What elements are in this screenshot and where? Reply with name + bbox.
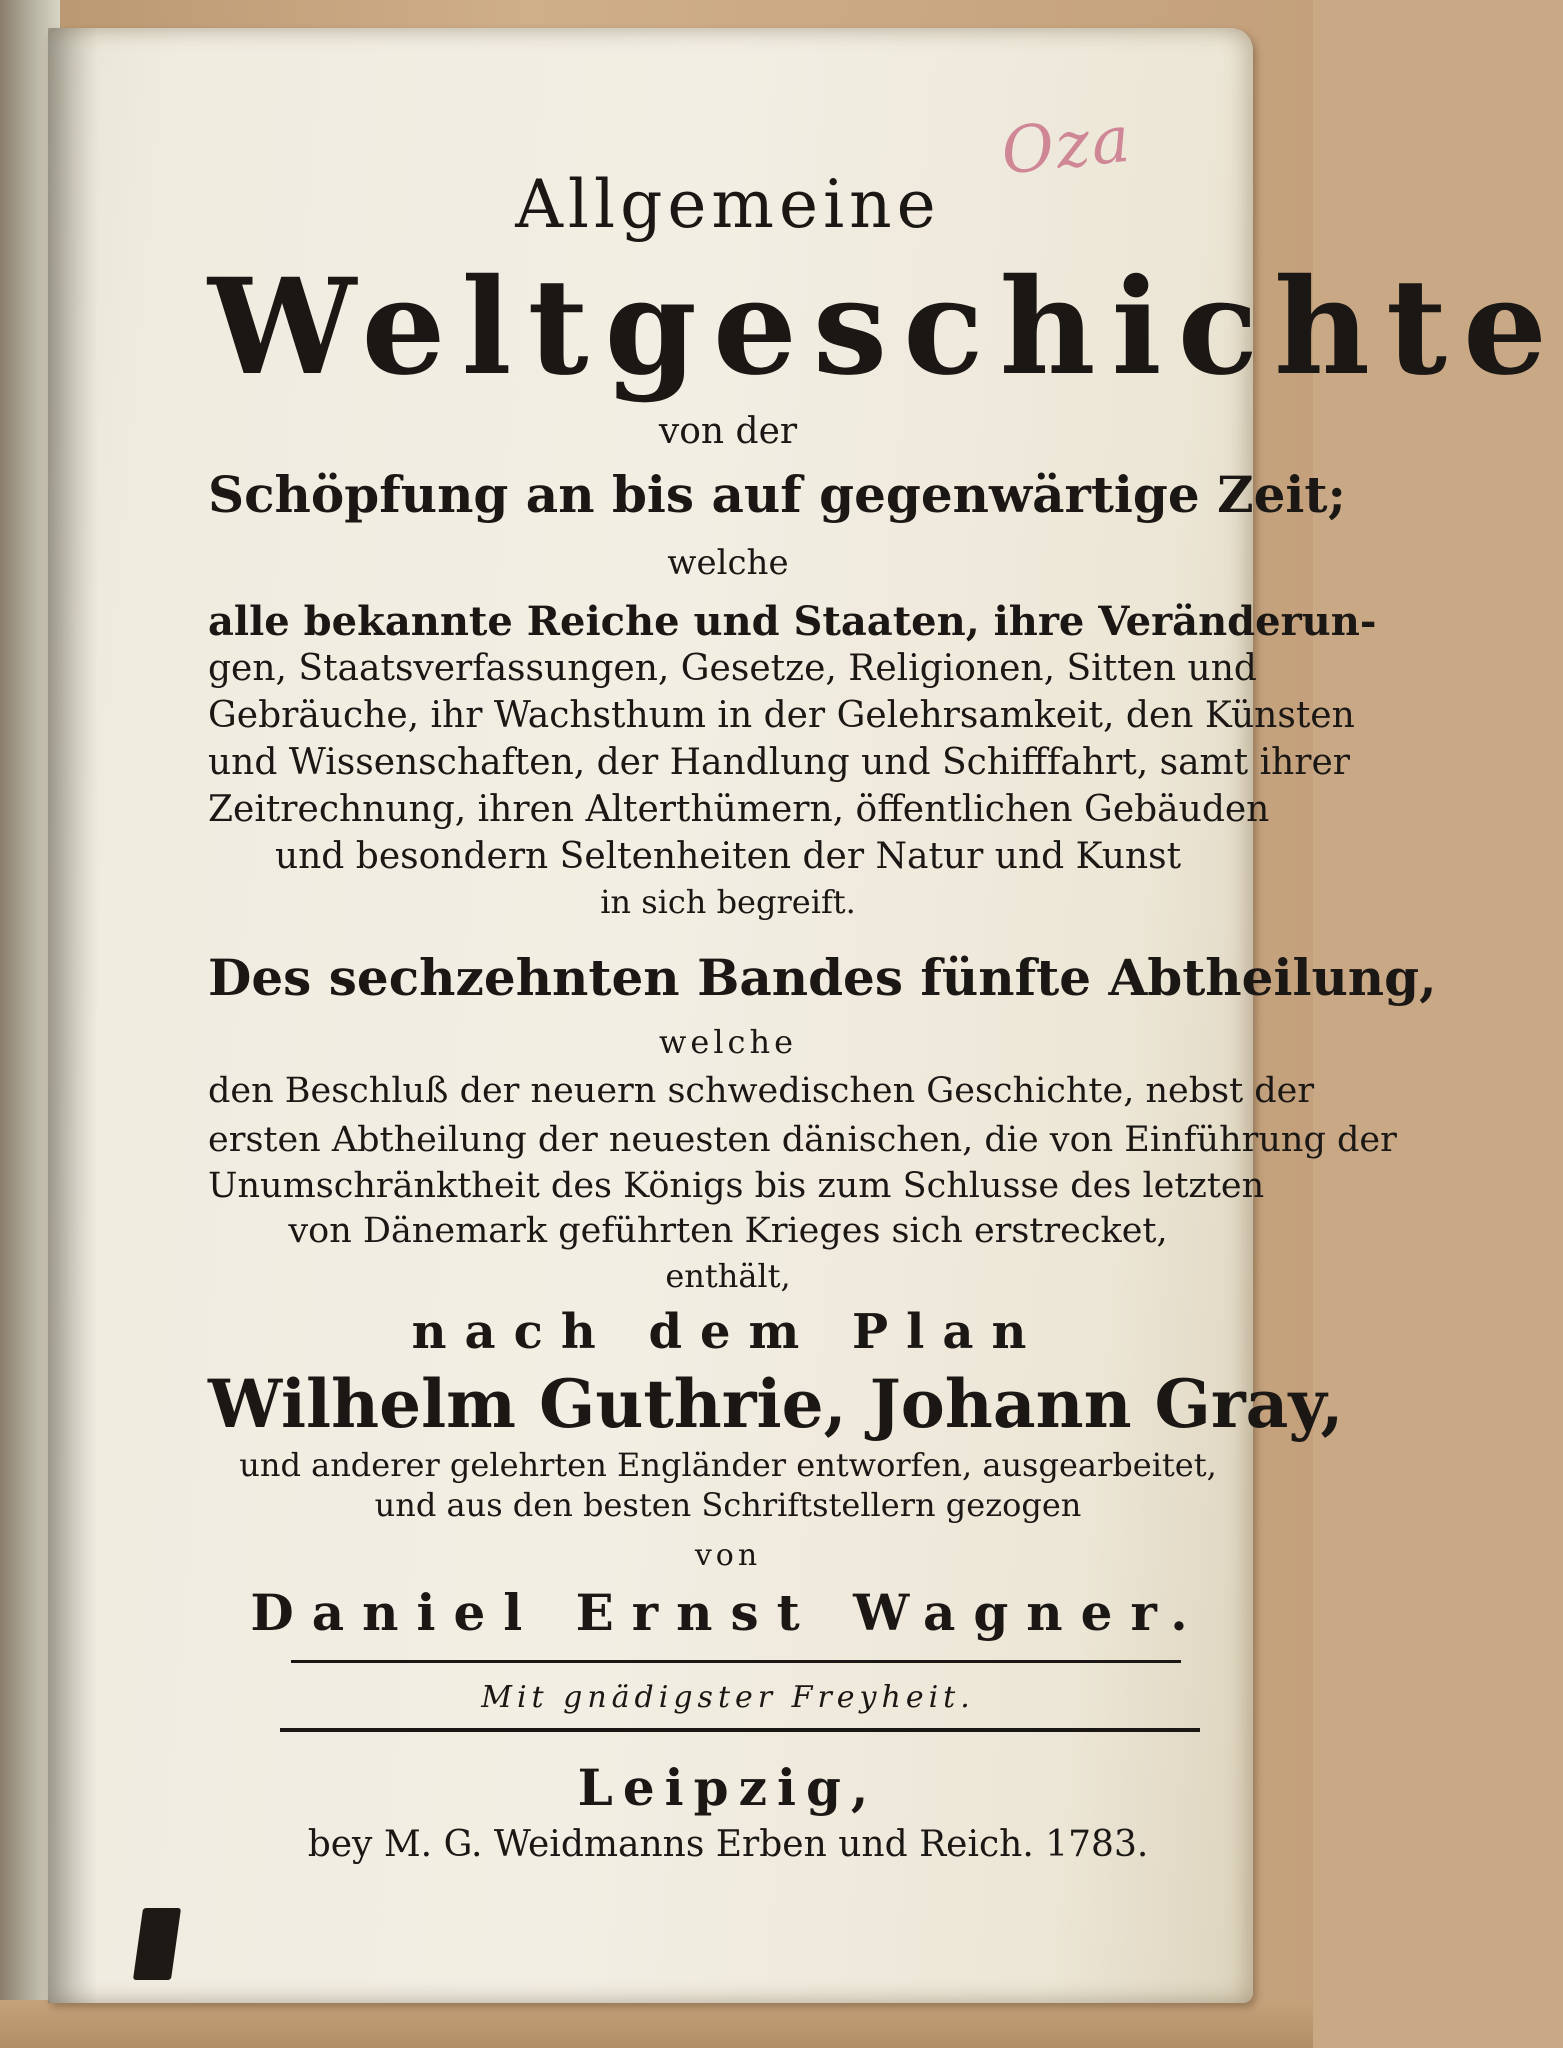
contents-line: ersten Abtheilung der neuesten dänischen, die von Einführung der	[208, 1120, 1397, 1160]
description-line: alle bekannte Reiche und Staaten, ihre Veränderun-	[208, 598, 1377, 645]
contents-line: Unumschränktheit des Königs bis zum Schlusse des letzten	[208, 1166, 1265, 1206]
title-page	[48, 28, 1563, 2003]
description-line: in sich begreift.	[600, 883, 856, 921]
subtitle-welche-2: welche	[658, 1023, 798, 1061]
divider-rule-top	[291, 1660, 1181, 1663]
author-name: Daniel Ernst Wagner.	[250, 1583, 1206, 1642]
volume-line: Des sechzehnten Bandes fünfte Abtheilung,	[208, 948, 1437, 1007]
subtitle-schoepfung: Schöpfung an bis auf gegenwärtige Zeit;	[208, 465, 1346, 524]
ink-mark	[133, 1908, 181, 1980]
description-line: Zeitrechnung, ihren Alterthümern, öffentlichen Gebäuden	[208, 789, 1270, 830]
book-cover-bottom	[0, 2000, 1313, 2048]
plan-line: nach dem Plan	[411, 1304, 1045, 1360]
ownership-stamp: Oza	[997, 102, 1136, 190]
von-line: von	[694, 1538, 762, 1573]
subtitle-welche-1: welche	[667, 543, 789, 583]
publication-place: Leipzig,	[577, 1758, 879, 1817]
title-line-1: Allgemeine	[515, 166, 941, 243]
subtitle-von-der: von der	[658, 411, 798, 452]
plan-authors: Wilhelm Guthrie, Johann Gray,	[208, 1365, 1344, 1443]
imprint-line: bey M. G. Weidmanns Erben und Reich. 1783.	[307, 1824, 1149, 1865]
contents-line: den Beschluß der neuern schwedischen Geschichte, nebst der	[208, 1071, 1315, 1111]
title-line-2: Weltgeschichte	[208, 250, 1563, 405]
description-line: und Wissenschaften, der Handlung und Schifffahrt, samt ihrer	[208, 742, 1350, 783]
plan-note-line: und aus den besten Schriftstellern gezogen	[374, 1486, 1082, 1524]
contents-line: enthält,	[665, 1257, 791, 1295]
plan-note-line: und anderer gelehrten Engländer entworfen, ausgearbeitet,	[239, 1446, 1217, 1484]
privilege-line: Mit gnädigster Freyheit.	[481, 1680, 975, 1715]
divider-rule-bottom	[280, 1728, 1200, 1732]
contents-line: von Dänemark geführten Krieges sich erstrecket,	[288, 1211, 1168, 1251]
description-line: Gebräuche, ihr Wachsthum in der Gelehrsamkeit, den Künsten	[208, 695, 1355, 736]
description-line: gen, Staatsverfassungen, Gesetze, Religionen, Sitten und	[208, 648, 1257, 689]
description-line: und besondern Seltenheiten der Natur und Kunst	[274, 836, 1182, 877]
